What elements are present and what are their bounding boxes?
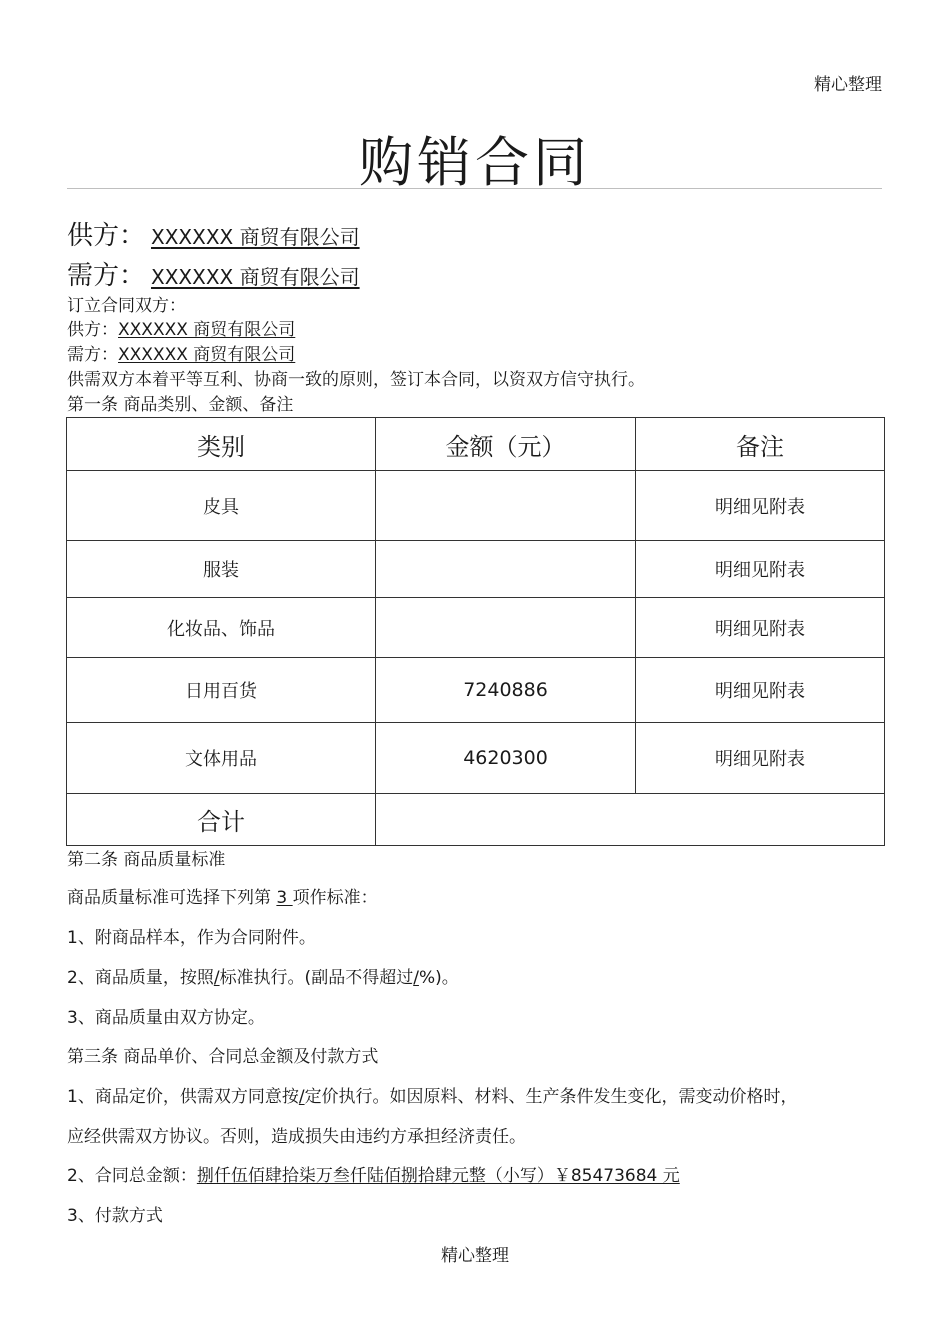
- table-row: [67, 723, 885, 794]
- buyer-name: XXXXXX 商贸有限公司: [118, 345, 296, 365]
- article2-item1: 1、附商品样本，作为合同附件。: [67, 928, 316, 948]
- article2-item2-blank2: /: [413, 968, 419, 988]
- supplier-large-line: [67, 220, 360, 253]
- contract-title: 购销合同: [359, 131, 591, 194]
- article2-intro-suffix: 项作标准：: [292, 888, 378, 908]
- category-cell: 皮具: [67, 471, 376, 541]
- article2-intro: [67, 886, 378, 910]
- article3-item3: 3、付款方式: [67, 1206, 163, 1226]
- category-cell: 服装: [67, 541, 376, 598]
- supplier-large-name: XXXXXX 商贸有限公司: [151, 225, 360, 249]
- article2-item3: 3、商品质量由双方协定。: [67, 1008, 265, 1028]
- note-cell: 明细见附表: [636, 471, 885, 541]
- total-label: 合计: [67, 794, 376, 846]
- article3-item1-rest: 定价执行。如因原料、材料、生产条件发生变化，需变动价格时，: [304, 1087, 798, 1107]
- buyer-large-line: [67, 260, 360, 293]
- article2-heading: 第二条 商品质量标准: [67, 850, 226, 870]
- article3-item2-label: 2、合同总金额：: [67, 1166, 197, 1186]
- buyer-large-label: 需方：: [67, 261, 146, 291]
- column-header-amount: 金额（元）: [376, 418, 636, 471]
- note-cell: 明细见附表: [636, 541, 885, 598]
- buyer-line: [67, 343, 295, 367]
- amount-cell: 7240886: [376, 658, 636, 723]
- buyer-label: 需方：: [67, 345, 118, 365]
- goods-table: [66, 417, 885, 846]
- supplier-large-label: 供方：: [67, 221, 146, 251]
- article2-item2-middle: 标准执行。(副品不得超过: [219, 968, 414, 988]
- amount-cell: 4620300: [376, 723, 636, 794]
- note-cell: 明细见附表: [636, 723, 885, 794]
- article2-item2-prefix: 2、商品质量，按照: [67, 968, 214, 988]
- category-cell: 化妆品、饰品: [67, 598, 376, 658]
- amount-cell: [376, 598, 636, 658]
- table-row: [67, 658, 885, 723]
- article3-item2-value: 捌仟伍佰肆拾柒万叁仟陆佰捌拾肆元整（小写）￥85473684 元: [196, 1166, 680, 1186]
- article2-item2-blank1: /: [213, 968, 220, 988]
- category-cell: 日用百货: [67, 658, 376, 723]
- column-header-category: 类别: [67, 418, 376, 471]
- header-note: 精心整理: [814, 75, 882, 95]
- parties-heading: 订立合同双方：: [67, 296, 186, 316]
- article2-intro-prefix: 商品质量标准可选择下列第: [67, 888, 277, 908]
- article2-item2-suffix: %)。: [418, 968, 459, 988]
- article3-item1-line2: 应经供需双方协议。否则，造成损失由违约方承担经济责任。: [67, 1127, 526, 1147]
- amount-cell: [376, 541, 636, 598]
- article2-item2: [67, 966, 459, 990]
- table-header-row: [67, 418, 885, 471]
- column-header-note: 备注: [636, 418, 885, 471]
- article3-item1-line1: [67, 1085, 798, 1109]
- supplier-name: XXXXXX 商贸有限公司: [118, 320, 296, 340]
- article3-item2: [67, 1164, 680, 1188]
- supplier-line: [67, 318, 295, 342]
- article1-heading: 第一条 商品类别、金额、备注: [67, 395, 294, 415]
- principle-text: 供需双方本着平等互利、协商一致的原则，签订本合同，以资双方信守执行。: [67, 370, 645, 390]
- note-cell: 明细见附表: [636, 658, 885, 723]
- article2-intro-choice: 3: [276, 888, 293, 908]
- amount-cell: [376, 471, 636, 541]
- article3-item1-prefix: 1、商品定价，供需双方同意按: [67, 1087, 299, 1107]
- table-row: [67, 541, 885, 598]
- footer-note: 精心整理: [441, 1246, 509, 1266]
- table-row: [67, 471, 885, 541]
- article3-item1-blank: /: [298, 1087, 305, 1107]
- total-value: [376, 794, 885, 846]
- title-divider: [67, 188, 882, 189]
- buyer-large-name: XXXXXX 商贸有限公司: [151, 265, 360, 289]
- supplier-label: 供方：: [67, 320, 118, 340]
- note-cell: 明细见附表: [636, 598, 885, 658]
- table-row: [67, 598, 885, 658]
- table-total-row: [67, 794, 885, 846]
- article3-heading: 第三条 商品单价、合同总金额及付款方式: [67, 1047, 379, 1067]
- category-cell: 文体用品: [67, 723, 376, 794]
